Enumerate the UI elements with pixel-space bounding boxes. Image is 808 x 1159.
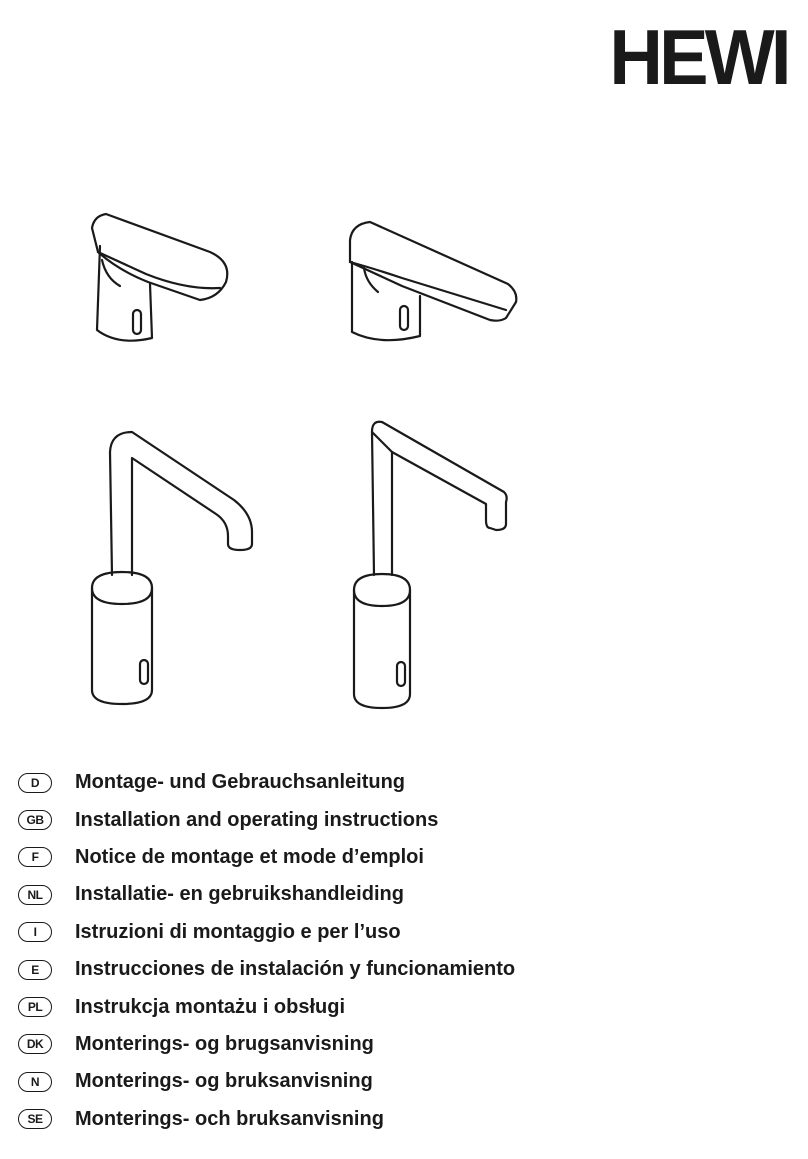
language-item-pl xyxy=(18,988,515,1025)
faucet-tall-angular-drawing xyxy=(354,422,507,708)
hewi-logo: HEWI xyxy=(609,13,788,101)
language-item-f xyxy=(18,839,515,876)
language-code-badge: F xyxy=(18,847,52,867)
language-item-nl xyxy=(18,876,515,913)
language-title: Instrukcja montażu i obsługi xyxy=(75,995,346,1018)
faucet-short-angular-drawing xyxy=(350,222,516,340)
language-code-badge: SE xyxy=(18,1109,52,1129)
language-item-n xyxy=(18,1063,515,1100)
language-item-i xyxy=(18,914,515,951)
language-list xyxy=(18,764,515,1138)
language-item-e xyxy=(18,951,515,988)
language-code-badge: NL xyxy=(18,885,52,905)
language-item-d xyxy=(18,764,515,801)
language-title: Monterings- och bruksanvisning xyxy=(75,1107,384,1130)
language-code-badge: E xyxy=(18,960,52,980)
language-title: Monterings- og bruksanvisning xyxy=(75,1070,373,1093)
language-item-se xyxy=(18,1101,515,1138)
language-code-badge: I xyxy=(18,922,52,942)
language-item-dk xyxy=(18,1026,515,1063)
language-title: Istruzioni di montaggio e per l’uso xyxy=(75,920,401,943)
language-title: Notice de montage et mode d’emploi xyxy=(75,845,424,868)
language-code-badge: PL xyxy=(18,997,52,1017)
language-code-badge: DK xyxy=(18,1034,52,1054)
language-title: Installation and operating instructions xyxy=(75,808,439,831)
faucet-tall-rounded-drawing xyxy=(92,432,252,704)
language-code-badge: GB xyxy=(18,810,52,830)
language-title: Montage- und Gebrauchsanleitung xyxy=(75,771,406,794)
faucet-short-rounded-drawing xyxy=(92,214,227,341)
language-item-gb xyxy=(18,801,515,838)
language-code-badge: D xyxy=(18,773,52,793)
language-title: Monterings- og brugsanvisning xyxy=(75,1032,374,1055)
language-title: Installatie- en gebruikshandleiding xyxy=(75,883,404,906)
product-illustrations xyxy=(0,190,808,770)
language-title: Instrucciones de instalación y funcionamiento xyxy=(75,958,516,981)
language-code-badge: N xyxy=(18,1072,52,1092)
